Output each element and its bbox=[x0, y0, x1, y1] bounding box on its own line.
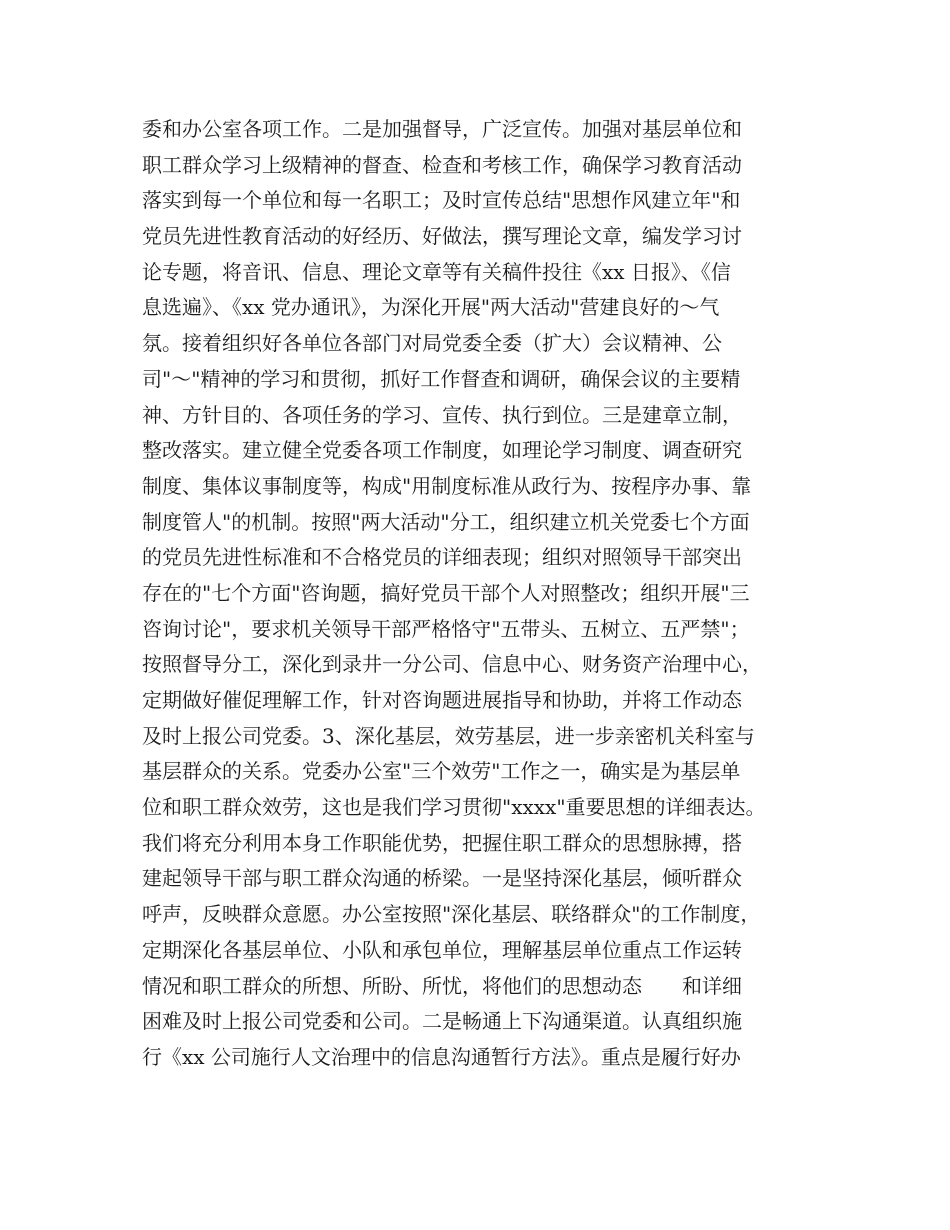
text-line: 基层群众的关系。党委办公室"三个效劳"工作之一，确实是为基层单 bbox=[142, 759, 741, 784]
text-line: 存在的"七个方面"咨询题，搞好党员干部个人对照整改；组织开展"三 bbox=[142, 580, 750, 605]
text-line: 职工群众学习上级精神的督查、检查和考核工作，确保学习教育活动 bbox=[142, 152, 742, 177]
text-line: 情况和职工群众的所想、所盼、所忧，将他们的思想动态 和详细 bbox=[142, 973, 742, 998]
text-line: 党员先进性教育活动的好经历、好做法，撰写理论文章，编发学习讨 bbox=[142, 224, 742, 249]
text-line: 咨询讨论"，要求机关领导干部严格恪守"五带头、五树立、五严禁"； bbox=[142, 616, 750, 641]
text-line: 落实到每一个单位和每一名职工；及时宣传总结"思想作风建立年"和 bbox=[142, 188, 741, 213]
text-line: 论专题，将音讯、信息、理论文章等有关稿件投往《xx 日报》、《信 bbox=[142, 259, 731, 284]
text-line: 定期做好催促理解工作，针对咨询题进展指导和协助，并将工作动态 bbox=[142, 688, 742, 712]
text-line: 行《xx 公司施行人文治理中的信息沟通暂行方法》。重点是履行好办 bbox=[142, 1044, 741, 1069]
text-line: 困难及时上报公司党委和公司。二是畅通上下沟通渠道。认真组织施 bbox=[142, 1009, 742, 1034]
text-line: 按照督导分工，深化到录井一分公司、信息中心、财务资产治理中心， bbox=[142, 652, 762, 677]
text-line: 制度管人"的机制。按照"两大活动"分工，组织建立机关党委七个方面 bbox=[142, 509, 750, 534]
text-line: 呼声，反映群众意愿。办公室按照"深化基层、联络群众"的工作制度， bbox=[142, 902, 761, 927]
text-line: 神、方针目的、各项任务的学习、宣传、执行到位。三是建章立制， bbox=[142, 402, 742, 427]
text-line: 氛。接着组织好各单位各部门对局党委全委（扩大）会议精神、公 bbox=[142, 331, 722, 356]
text-line: 建起领导干部与职工群众沟通的桥梁。一是坚持深化基层，倾听群众 bbox=[142, 866, 742, 891]
text-line: 位和职工群众效劳，这也是我们学习贯彻"xxxx"重要思想的详细表达。 bbox=[142, 795, 766, 820]
text-line: 整改落实。建立健全党委各项工作制度，如理论学习制度、调查研究 bbox=[142, 438, 742, 463]
text-line: 息选遍》、《xx 党办通讯》，为深化开展"两大活动"营建良好的～气 bbox=[142, 295, 720, 320]
text-line: 委和办公室各项工作。二是加强督导，广泛宣传。加强对基层单位和 bbox=[142, 117, 742, 141]
text-line: 我们将充分利用本身工作职能优势，把握住职工群众的思想脉搏，搭 bbox=[142, 830, 742, 855]
text-line: 的党员先进性标准和不合格党员的详细表现；组织对照领导干部突出 bbox=[142, 545, 742, 570]
body-text bbox=[142, 112, 842, 1076]
text-line: 定期深化各基层单位、小队和承包单位，理解基层单位重点工作运转 bbox=[142, 937, 742, 962]
text-line: 及时上报公司党委。3、深化基层，效劳基层，进一步亲密机关科室与 bbox=[142, 723, 755, 748]
text-line: 制度、集体议事制度等，构成"用制度标准从政行为、按程序办事、靠 bbox=[142, 473, 752, 498]
text-line: 司"～"精神的学习和贯彻，抓好工作督查和调研，确保会议的主要精 bbox=[142, 366, 741, 391]
